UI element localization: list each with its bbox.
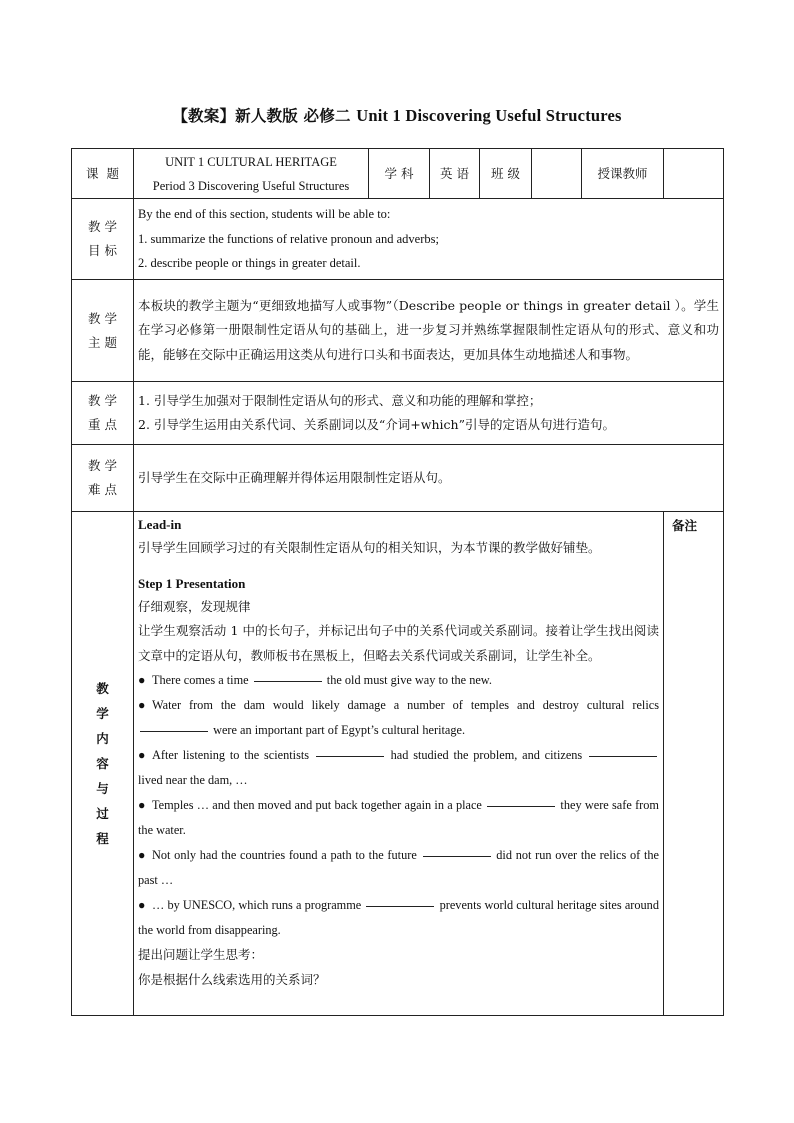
theme-label: 教 学 主 题 <box>72 280 134 382</box>
subject-label: 学 科 <box>369 149 430 199</box>
answer-blank[interactable] <box>140 730 208 732</box>
objectives-row <box>72 199 724 280</box>
bullet-mark: ● <box>138 848 146 862</box>
bullet-mark: ● <box>138 673 146 687</box>
leadin-title: Lead-in <box>138 517 182 532</box>
key-point-line: 2. 引导学生运用由关系代词、关系副词以及“介词+which”引导的定语从句进行造句。 <box>138 417 615 432</box>
theme-row <box>72 280 724 382</box>
exercise-item: ● Water from the dam would likely damage a number of temples and destroy cultural relics were an important part of Egypt’s cultural heritage. <box>138 693 659 743</box>
class-label: 班 级 <box>480 149 532 199</box>
process-row <box>72 512 724 1016</box>
document-title <box>0 104 794 126</box>
difficulties-content: 引导学生在交际中正确理解并得体运用限制性定语从句。 <box>134 445 724 512</box>
exercise-item: ● After listening to the scientists had studied the problem, and citizens lived near the dam, … <box>138 743 659 793</box>
bullet-mark: ● <box>138 898 146 912</box>
question-intro: 提出问题让学生思考： <box>138 947 264 962</box>
bullet-mark: ● <box>138 798 146 812</box>
topic-line-2: Period 3 Discovering Useful Structures <box>152 178 350 193</box>
teacher-label: 授课教师 <box>582 149 664 199</box>
bullet-mark: ● <box>138 698 146 712</box>
answer-blank[interactable] <box>423 855 491 857</box>
difficulties-row <box>72 445 724 512</box>
key-point-line: 1. 引导学生加强对于限制性定语从句的形式、意义和功能的理解和掌控； <box>138 392 542 408</box>
notes-column: 备注 <box>664 512 724 1016</box>
header-row <box>72 149 724 199</box>
answer-blank[interactable] <box>316 755 384 757</box>
title-cn: 【教案】新人教版 必修二 <box>172 106 357 125</box>
objective-line: 2. describe people or things in greater detail. <box>138 256 361 271</box>
exercise-item: ● Temples … and then moved and put back together again in a place they were safe from the water. <box>138 793 659 843</box>
topic-value <box>134 149 369 199</box>
step1-subtitle: 仔细观察，发现规律 <box>138 598 251 614</box>
objectives-content <box>134 199 724 280</box>
answer-blank[interactable] <box>487 805 555 807</box>
title-en: Unit 1 Discovering Useful Structures <box>356 106 622 125</box>
topic-label: 课 题 <box>72 149 134 199</box>
subject-value: 英 语 <box>430 149 480 199</box>
key-points-row <box>72 382 724 445</box>
theme-content: 本板块的教学主题为“更细致地描写人或事物”（Describe people or things in greater detail ）。学生在学习必修第一册限制性定语从句的基础上，进一步复习并熟练掌握限制性定语从句的形式、意义和功能，能够在交际中正确运用这类从句进行口头和书面表达，更加具体生动地描述人和事物。 <box>134 280 724 382</box>
answer-blank[interactable] <box>366 905 434 907</box>
answer-blank[interactable] <box>254 680 322 682</box>
process-content <box>134 512 664 1016</box>
difficulties-label: 教 学 难 点 <box>72 445 134 512</box>
bullet-mark: ● <box>138 748 146 762</box>
key-points-label: 教 学 重 点 <box>72 382 134 445</box>
topic-line-1: UNIT 1 CULTURAL HERITAGE <box>165 154 337 169</box>
question-text: 你是根据什么线索选用的关系词？ <box>138 971 326 987</box>
exercise-item: ● Not only had the countries found a path to the future did not run over the relics of the past … <box>138 843 659 893</box>
answer-blank[interactable] <box>589 755 657 757</box>
step1-text: 让学生观察活动 1 中的长句子，并标记出句子中的关系代词或关系副词。接着让学生找出阅读文章中的定语从句，教师板书在黑板上，但略去关系代词或关系副词，让学生补全。 <box>138 623 659 663</box>
process-label: 教 学 内 容 与 过 程 <box>72 512 134 1016</box>
key-points-content <box>134 382 724 445</box>
leadin-text: 引导学生回顾学习过的有关限制性定语从句的相关知识，为本节课的教学做好铺垫。 <box>138 540 601 555</box>
objectives-label: 教 学 目 标 <box>72 199 134 280</box>
teacher-value <box>664 149 724 199</box>
exercise-item: ● There comes a time the old must give way to the new. <box>138 668 659 693</box>
objective-line: By the end of this section, students will be able to: <box>138 207 391 222</box>
class-value <box>532 149 582 199</box>
lesson-plan-table <box>71 148 724 1016</box>
objective-line: 1. summarize the functions of relative pronoun and adverbs; <box>138 231 439 246</box>
step1-title: Step 1 Presentation <box>138 575 246 591</box>
exercise-item: ● … by UNESCO, which runs a programme prevents world cultural heritage sites around the world from disappearing. <box>138 893 659 943</box>
